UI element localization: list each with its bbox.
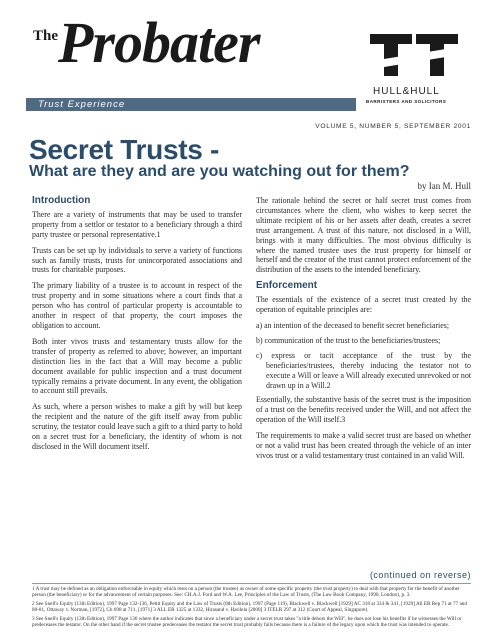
introduction-heading: Introduction (32, 195, 91, 206)
list-item: a) an intention of the deceased to benefit secret beneficiaries; (256, 320, 450, 330)
paragraph: The requirements to make a valid secret trust are based on whether or not a valid trust has been created through the vehicle of an inter vivos trust or a valid testamentary trust contained in an valid Will. (256, 431, 471, 460)
list-item: b) communication of the trust to the beneficiaries/trustees; (256, 335, 441, 345)
footnote: 3 See Snell's Equity (13th Edition), 1997 Page 136 where the author indicates that since a beneficiary under a secret trust takes "a title dehors the Will", he does not lose his benefits if he witnesses the Will or predeceases the testator. On the other hand if the secret trustee predeceases the testator the secret trust probably fails because there is a failure of the legacy upon which the trust was intended to operate. (32, 615, 462, 629)
paragraph: Essentially, the substantive basis of the secret trust is the imposition of a trust on the benefits received under the Will, and not affect the operation of the Will itself.3 (256, 395, 471, 425)
paragraph: The essentials of the existence of a secret trust created by the operation of equitable principles are: (256, 295, 471, 315)
paragraph: The primary liability of a trustee is to account in respect of the trust property and in some situations where a court finds that a person who has control of particular property is accountable to another in respect of that property, the court imposes the obligation to account. (32, 281, 242, 330)
left-column (32, 196, 242, 458)
continued-note: (continued on reverse) (369, 570, 471, 580)
enforcement-heading: Enforcement (256, 280, 318, 292)
paragraph: The rationale behind the secret or half secret trust comes from circumstances where the client, who wishes to keep secret the ultimate recipient of his or her assets after death, creates a secret trust arrangement. A trust of this nature, not disclosed in a Will, brings with it many difficulties. The most obvious difficulty is where the named trustee uses the trust property for himself or herself and the creator of the trust cannot protect enforcement of the distribution of the assets to the intended beneficiary. (256, 196, 471, 275)
essentials-list (256, 321, 471, 390)
paragraph: There are a variety of instruments that may be used to transfer property from a settlor or testator to a beneficiary through a third party trustee or personal representative.1 (32, 209, 242, 239)
section-band-label: Trust Experience (38, 99, 126, 110)
issue-volume: VOLUME 5, NUMBER 5, SEPTEMBER 2001 (315, 123, 471, 130)
right-column (256, 196, 471, 467)
article-subtitle: What are they and are you watching out for them? (29, 163, 410, 180)
logo-name: HULL&HULL (373, 86, 440, 97)
list-item: c) express or tacit acceptance of the trust by the beneficiaries/trustees, thereby inducing the testator not to execute a Will or leave a Will already executed unrevoked or not drawn up in a Will.2 (256, 350, 471, 390)
paragraph: As such, where a person wishes to make a gift by will but keep the recipient and the nature of the gift itself away from public scrutiny, the testator could leave such a gift to a third party to hold on a secret trust for a beneficiary, the identity of whom is not disclosed in the Will document itself. (32, 402, 242, 451)
masthead-the: The (33, 28, 59, 44)
hull-logo (368, 30, 460, 80)
logo-subtitle: BARRISTERS AND SOLICITORS (366, 99, 447, 104)
article-byline: by Ian M. Hull (417, 181, 471, 191)
paragraph: Trusts can be set up by individuals to serve a variety of functions such as family trusts, trusts for unincorporated associations and trusts for charitable purposes. (32, 245, 242, 275)
footnote: 1 A trust may be defined as an obligation enforceable in equity which rests on a person (the trustee) as owner of some specific property (the trust property) to deal with that property for the benefit of another person (the beneficiary) or for the advancement of certain purposes. See: CH.A.J. Ford and W.A. Lee, Principles of the Law of Trusts, (The Law Book Company, 1990, London), p. 3. (32, 586, 460, 599)
footnote: 2 See Snell's Equity (13th Edition), 1997 Page 132-136, Pettit Equity and the Law of Trusts (8th Edition), 1997 (Page 119), Blackwell v. Blackwell [1929] AC 318 at 334 & 341, [1929] All ER Rep 71 at 77 and 80-81, Ottaway v. Norman, [1972], Ch 698 at 711, [1971] 3 ALL ER 1325 at 1332, Hirasand v. Harilela [2000] 3 ITELR 297 at 312 (Court of Appeal, Singapore). (32, 600, 467, 614)
article-title: Secret Trusts - (29, 134, 220, 165)
paragraph: Both inter vivos trusts and testamentary trusts allow for the transfer of property as referred to above; however, an important distinction lies in the fact that a Will may become a public document available for public inspection and a trust document typically remains a private document. In any event, the obligation to account still prevails. (32, 336, 242, 396)
footnote-divider (32, 583, 471, 584)
footnotes (32, 586, 471, 630)
masthead-title: Probater (58, 10, 260, 75)
